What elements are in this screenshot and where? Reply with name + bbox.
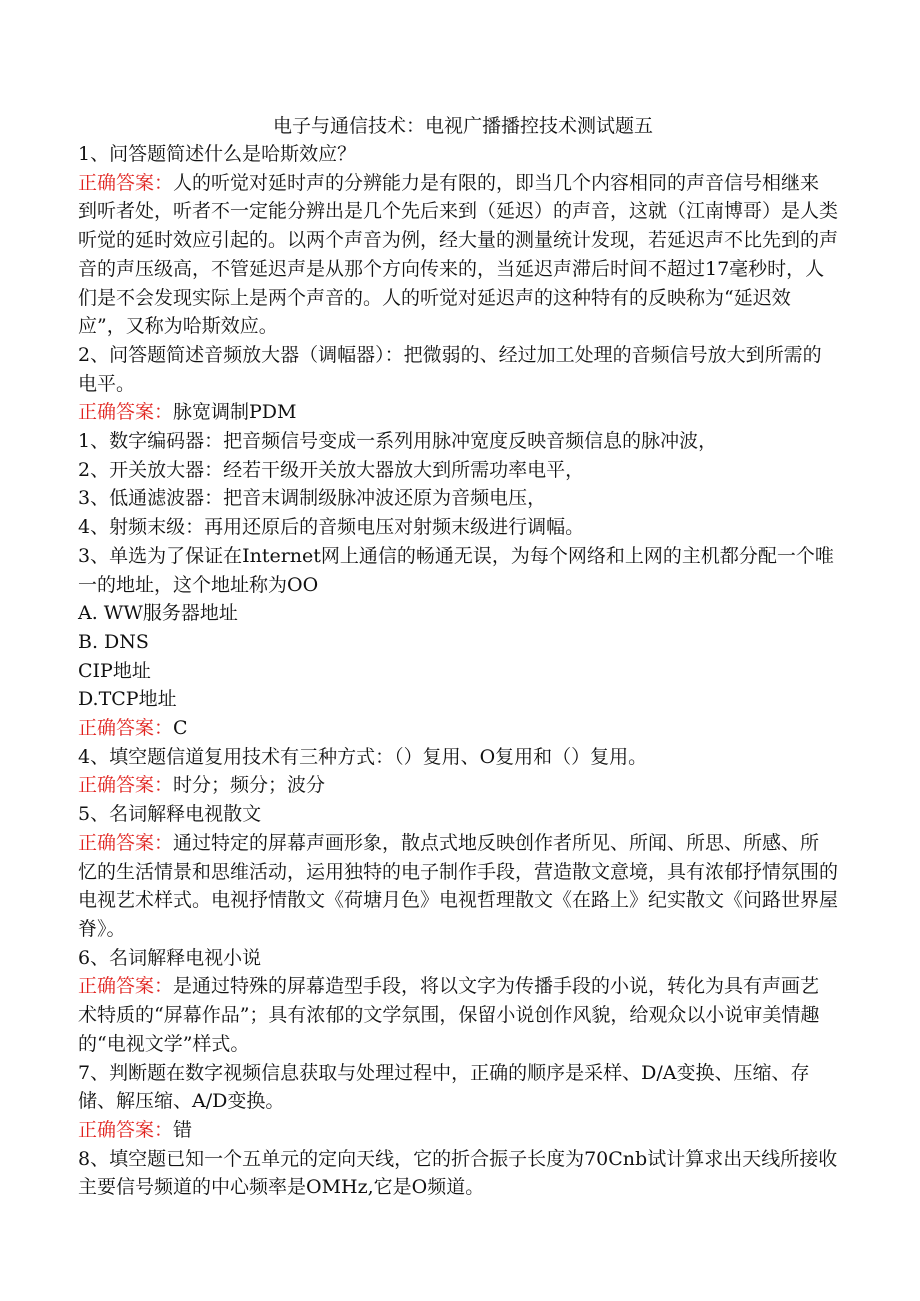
document-content [78,140,838,1202]
paragraph-text [78,628,838,657]
line-text: 人的听觉对延时声的分辨能力是有限的，即当几个内容相同的声音信号相继来到听者处，听者不一定能分辨出是几个先后来到（延迟）的声音，这就（江南博哥）是人类听觉的延时效应引起的。以两个声音为例，经大量的测量统计发现，若延迟声不比先到的声音的声压级高，不管延迟声是从那个方向传来的，当延迟声滞后时间不超过17毫秒时，人们是不会发现实际上是两个声音的。人的听觉对延迟声的这种特有的反映称为“延迟效应”，又称为哈斯效应。 [78,171,839,338]
answer-label: 正确答案： [78,171,174,194]
line-text: 4、填空题信道复用技术有三种方式：（）复用、O复用和（）复用。 [78,745,648,768]
line-text: 脉宽调制PDM [173,401,297,424]
answer-text [78,829,838,944]
paragraph-text [78,657,838,686]
question-text [78,140,838,169]
line-text: 4、射频末级：再用还原后的音频电压对射频末级进行调幅。 [78,516,585,539]
line-text: 通过特定的屏幕声画形象，散点式地反映创作者所见、所闻、所思、所感、所忆的生活情景和思维活动，运用独特的电子制作手段，营造散文意境，具有浓郁抒情氛围的电视艺术样式。电视抒情散文《荷塘月色》电视哲理散文《在路上》纪实散文《问路世界屋脊》。 [78,831,839,940]
answer-label: 正确答案： [78,831,174,854]
line-text: CIP地址 [78,659,151,682]
question-text [78,341,838,398]
answer-text [78,1116,838,1145]
line-text: B. DNS [78,630,149,653]
answer-label: 正确答案： [78,401,174,424]
line-text: 7、判断题在数字视频信息获取与处理过程中，正确的顺序是采样、D/A变换、压缩、存储、解压缩、A/D变换。 [78,1061,810,1113]
line-text: 8、填空题已知一个五单元的定向天线，它的折合振子长度为70Cnb试计算求出天线所接收主要信号频道的中心频率是OMHz,它是O频道。 [78,1147,838,1199]
question-text [78,743,838,772]
paragraph-text [78,599,838,628]
line-text: 2、开关放大器：经若干级开关放大器放大到所需功率电平， [78,458,585,481]
line-text: 错 [173,1118,193,1141]
line-text: 1、数字编码器：把音频信号变成一系列用脉冲宽度反映音频信息的脉冲波， [78,430,718,453]
line-text: C [173,717,188,740]
document-title: 电子与通信技术：电视广播播控技术测试题五 [272,115,653,137]
question-text [78,1059,838,1116]
paragraph-text [78,484,838,513]
question-text [78,542,838,599]
line-text: 6、名词解释电视小说 [78,946,262,969]
line-text: 1、问答题简述什么是哈斯效应？ [78,143,357,165]
answer-label: 正确答案： [78,774,174,797]
paragraph-text [78,513,838,542]
line-text: 是通过特殊的屏幕造型手段，将以文字为传播手段的小说，转化为具有声画艺术特质的“屏幕作品”；具有浓郁的文学氛围，保留小说创作风貌，给观众以小说审美情趣的“电视文学”样式。 [78,975,820,1055]
line-text: 3、单选为了保证在Internet网上通信的畅通无误，为每个网络和上网的主机都分配一个唯一的地址，这个地址称为OO [78,544,834,596]
answer-text [78,398,838,427]
question-text [78,1145,838,1202]
line-text: 3、低通滤波器：把音末调制级脉冲波还原为音频电压， [78,487,547,510]
paragraph-text [78,427,838,456]
line-text: D.TCP地址 [78,688,177,711]
answer-text [78,169,838,341]
answer-text [78,771,838,800]
line-text: A. WW服务器地址 [78,602,238,625]
answer-label: 正确答案： [78,717,174,740]
answer-text [78,972,838,1058]
answer-label: 正确答案： [78,975,174,998]
answer-text [78,714,838,743]
question-text [78,800,838,829]
paragraph-text [78,685,838,714]
line-text: 时分；频分；波分 [173,774,326,797]
line-text: 5、名词解释电视散文 [78,803,262,826]
answer-label: 正确答案： [78,1118,174,1141]
question-text [78,944,838,973]
line-text: 2、问答题简述音频放大器（调幅器）：把微弱的、经过加工处理的音频信号放大到所需的电平。 [78,343,822,395]
document-page [78,112,838,1202]
paragraph-text [78,456,838,485]
